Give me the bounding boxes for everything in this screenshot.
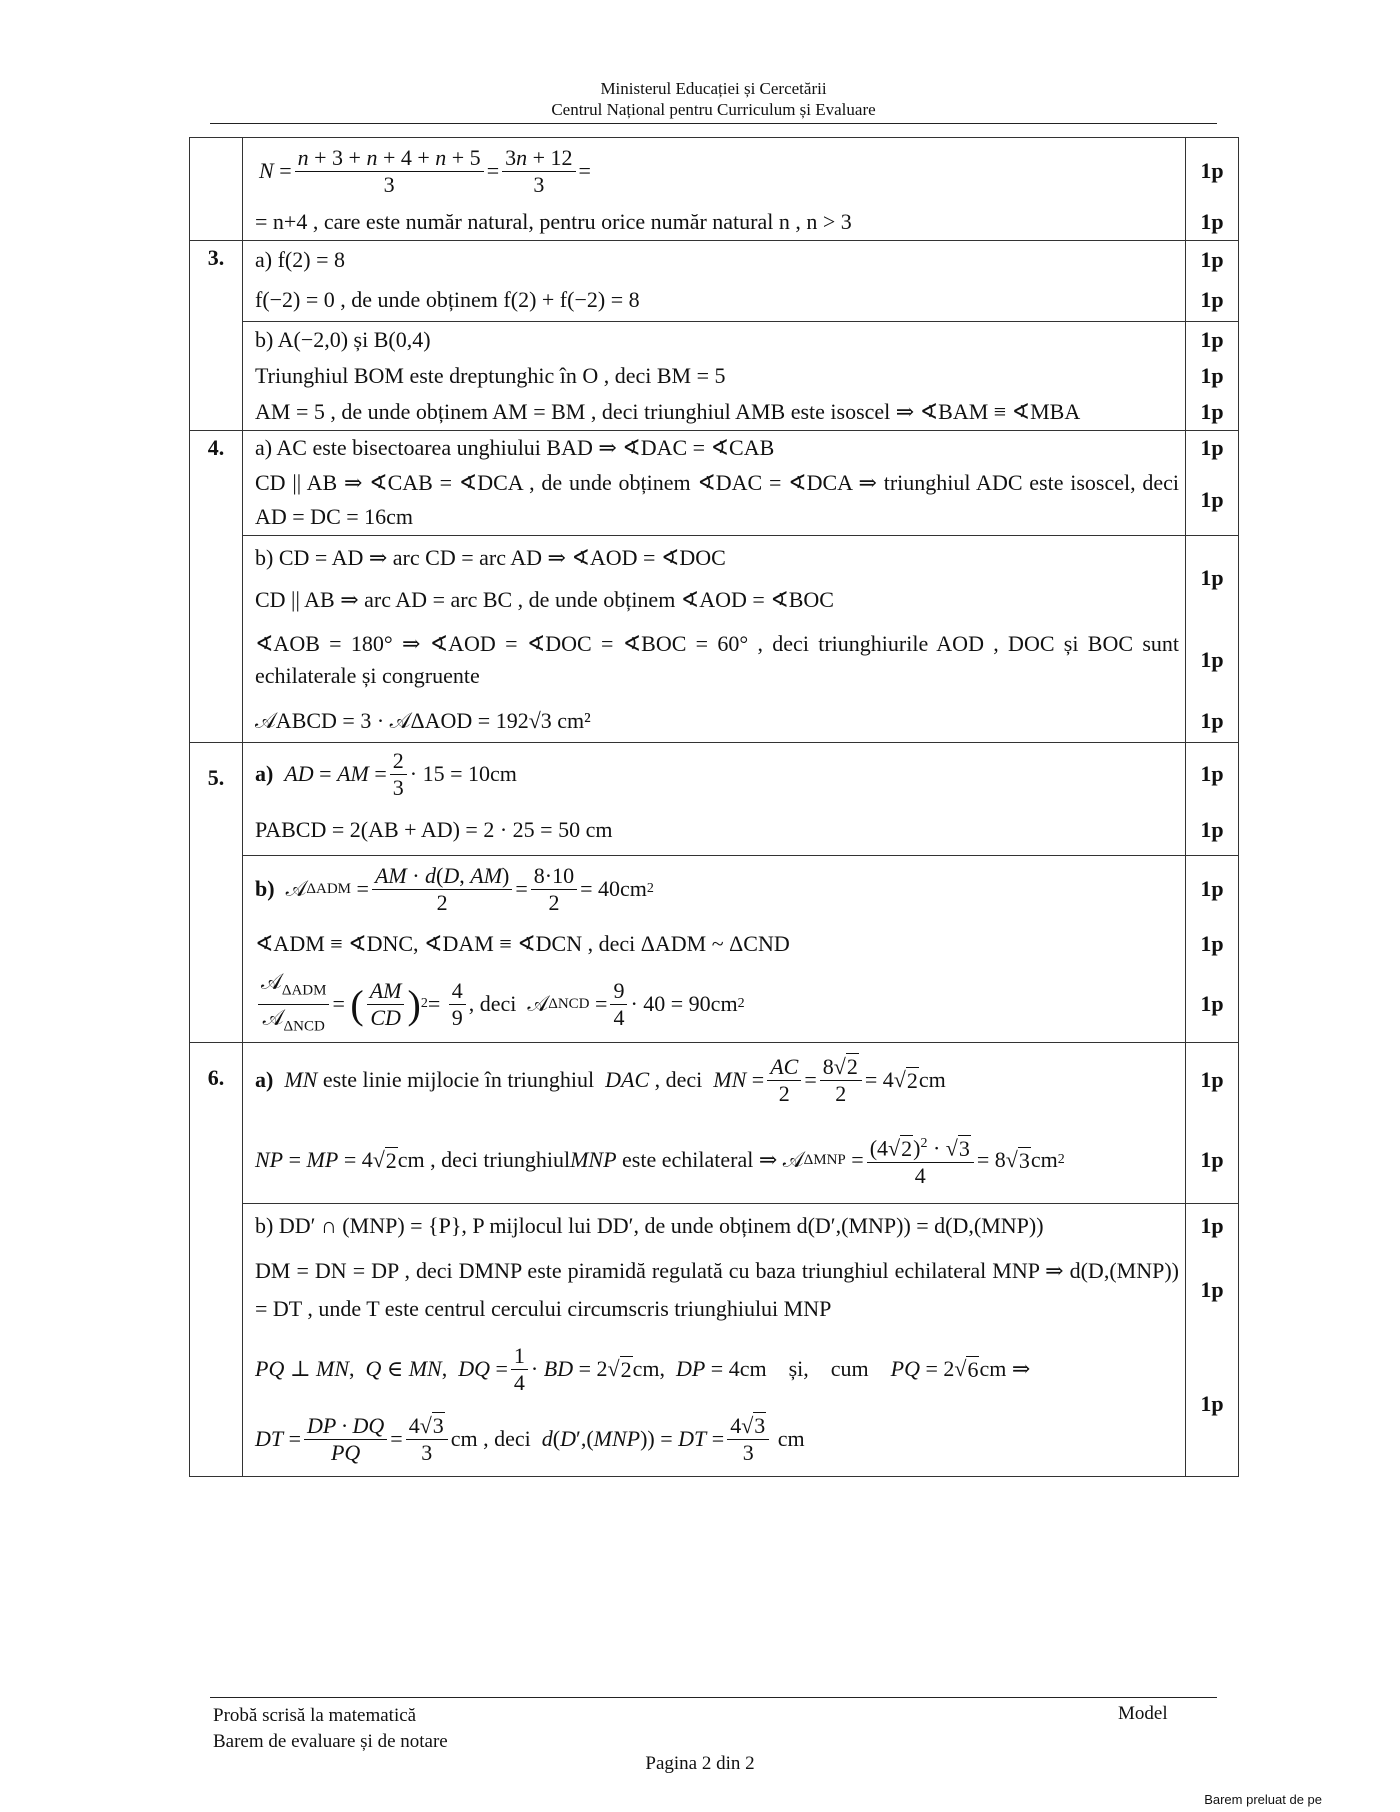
problem-5a-content xyxy=(243,743,1186,856)
center-name: Centrul Național pentru Curriculum și Evaluare xyxy=(551,100,876,119)
p4-b-line-4: 𝒜ABCD = 3 · 𝒜ΔAOD = 192√3 cm² xyxy=(255,708,591,733)
points: 1p xyxy=(1200,158,1224,183)
problem-5b-row xyxy=(190,856,1239,1043)
p3-a-line-2: f(−2) = 0 , de unde obținem f(2) + f(−2) = 8 xyxy=(255,287,640,312)
footer-model: Model xyxy=(1118,1703,1168,1724)
problem-4a-row xyxy=(190,431,1239,536)
problem-6b-content xyxy=(243,1204,1186,1477)
points: 1p xyxy=(1200,931,1224,956)
problem-5a-row xyxy=(190,743,1239,856)
p5-b-line-1: b) 𝒜 ΔADM = $\frac{AM \cdot d(D, AM)}{2}$ = $\frac{8\cdot 10}{2}$ = 40cm 2 xyxy=(255,862,654,915)
points: 1p xyxy=(1200,1391,1224,1416)
page-number: Pagina 2 din 2 xyxy=(645,1753,755,1774)
problem-4b-content xyxy=(243,536,1186,743)
points-column xyxy=(1186,241,1239,322)
problem-6a-content xyxy=(243,1043,1186,1204)
problem-number: 5. xyxy=(190,743,243,1043)
problem-3a-content xyxy=(243,241,1186,322)
points-column xyxy=(1186,1204,1239,1477)
p4-b-line-2: CD || AB ⇒ arc AD = arc BC , de unde obținem ∢AOD = ∢BOC xyxy=(255,587,834,612)
points: 1p xyxy=(1200,708,1224,733)
document-type: Barem de evaluare și de notare xyxy=(213,1731,448,1752)
ministry-name: Ministerul Educației și Cercetării xyxy=(600,79,827,98)
document-header xyxy=(210,78,1217,120)
problem-4b-row xyxy=(190,536,1239,743)
p4-a-line-2: CD || AB ⇒ ∢CAB = ∢DCA , de unde obținem ∢DAC = ∢DCA ⇒ triunghiul ADC este isoscel, deci AD = DC = 16cm xyxy=(255,470,1179,529)
points-column xyxy=(1186,536,1239,743)
footer-left xyxy=(213,1703,448,1755)
points-column xyxy=(1186,431,1239,536)
points: 1p xyxy=(1200,1277,1224,1302)
points: 1p xyxy=(1200,761,1224,786)
exam-name: Probă scrisă la matematică xyxy=(213,1705,417,1726)
points: 1p xyxy=(1200,1067,1224,1092)
grading-table xyxy=(189,137,1239,1477)
header-divider xyxy=(210,123,1217,124)
points: 1p xyxy=(1200,876,1224,901)
points: 1p xyxy=(1200,247,1224,272)
points: 1p xyxy=(1200,435,1224,460)
p5-a-line-2: PABCD = 2(AB + AD) = 2 · 25 = 50 cm xyxy=(255,817,613,842)
points: 1p xyxy=(1200,363,1224,388)
problem-3b-row xyxy=(190,322,1239,431)
p6-b-line-1: b) DD′ ∩ (MNP) = {P}, P mijlocul lui DD′, de unde obținem d(D′,(MNP)) = d(D,(MNP)) xyxy=(255,1213,1044,1238)
points: 1p xyxy=(1200,487,1224,512)
points: 1p xyxy=(1200,1147,1224,1172)
problem-5b-content xyxy=(243,856,1186,1043)
points-column xyxy=(1186,856,1239,1043)
points: 1p xyxy=(1200,817,1224,842)
p4-b-line-1: b) CD = AD ⇒ arc CD = arc AD ⇒ ∢AOD = ∢DOC xyxy=(255,545,726,570)
problem-number xyxy=(190,138,243,241)
problem-4a-content xyxy=(243,431,1186,536)
footer-divider xyxy=(210,1697,1217,1698)
problem-2-content xyxy=(243,138,1186,241)
p3-b-line-3: AM = 5 , de unde obținem AM = BM , deci triunghiul AMB este isoscel ⇒ ∢BAM ≡ ∢MBA xyxy=(255,399,1081,424)
source-note: Barem preluat de pe xyxy=(1204,1792,1322,1807)
p4-a-line-1: a) AC este bisectoarea unghiului BAD ⇒ ∢DAC = ∢CAB xyxy=(255,435,775,460)
points-column xyxy=(1186,138,1239,241)
points: 1p xyxy=(1200,647,1224,672)
p2-line-1: N = $\frac{n + 3 + n + 4 + n + 5}{3}$ = $\frac{3n + 12}{3}$ = xyxy=(259,144,591,197)
problem-3b-content xyxy=(243,322,1186,431)
p4-b-line-3: ∢AOB = 180° ⇒ ∢AOD = ∢DOC = ∢BOC = 60° , deci triunghiurile AOD , DOC și BOC sunt echilaterale și congruente xyxy=(255,631,1179,688)
p5-b-line-3: $\frac{𝒜_{\Delta ADM}}{𝒜_{\Delta NCD}}$ = ( $\frac{AM}{CD}$ ) 2 = $\frac{4}{9}$ , deci 𝒜 ΔNCD = $\frac{9}{4}$ · 40 = 90cm 2 xyxy=(243,966,1185,1042)
p6-b-line-3: PQ ⊥ MN , Q ∈ MN , DQ = $\frac{1}{4}$ · BD = 2√ 2 cm, DP = 4cm și, cum PQ = 2√ 6 cm ⇒ DT = $\frac{DP \cdot DQ}{PQ}$ = $\frac{4√3}{3}$ cm , deci d ( D ′,( MNP )) = DT = $\frac{4√3}{3}$ cm xyxy=(255,1342,1031,1465)
p2-line-2: = n+4 , care este număr natural, pentru orice număr natural n , n > 3 xyxy=(255,209,852,234)
points: 1p xyxy=(1200,327,1224,352)
problem-number: 3. xyxy=(190,241,243,431)
points: 1p xyxy=(1200,399,1224,424)
problem-number: 6. xyxy=(190,1043,243,1477)
problem-2-row xyxy=(190,138,1239,241)
p6-b-line-2: DM = DN = DP , deci DMNP este piramidă regulată cu baza triunghiul echilateral MNP ⇒ d(D,(MNP)) = DT , unde T este centrul cercului circumscris triunghiului MNP xyxy=(255,1258,1179,1321)
problem-3a-row xyxy=(190,241,1239,322)
points: 1p xyxy=(1200,287,1224,312)
points: 1p xyxy=(1200,1213,1224,1238)
problem-6a-row xyxy=(190,1043,1239,1204)
p6-a-line-1: a) MN este linie mijlocie în triunghiul DAC , deci MN = $\frac{AC}{2}$ = $\frac{8√2}{2}$ = 4√ 2 cm xyxy=(255,1053,946,1106)
p5-b-line-2: ∢ADM ≡ ∢DNC, ∢DAM ≡ ∢DCN , deci ΔADM ~ ΔCND xyxy=(255,931,790,956)
points: 1p xyxy=(1200,209,1224,234)
points-column xyxy=(1186,1043,1239,1204)
points: 1p xyxy=(1200,565,1224,590)
p6-a-line-2: NP = MP = 4√ 2 cm , deci triunghiul MNP este echilateral ⇒ 𝒜 ΔMNP = $\frac{(4√2)^2 \cdot √3}{4}$ = 8√ 3 cm 2 xyxy=(243,1117,1185,1203)
problem-number: 4. xyxy=(190,431,243,743)
p3-b-line-1: b) A(−2,0) și B(0,4) xyxy=(255,327,431,352)
points-column xyxy=(1186,322,1239,431)
points-column xyxy=(1186,743,1239,856)
problem-6b-row xyxy=(190,1204,1239,1477)
p3-a-line-1: a) f(2) = 8 xyxy=(255,247,345,272)
p3-b-line-2: Triunghiul BOM este dreptunghic în O , deci BM = 5 xyxy=(255,363,726,388)
points: 1p xyxy=(1200,991,1224,1016)
p5-a-line-1: a) AD = AM = $\frac{2}{3}$ · 15 = 10cm xyxy=(255,747,517,800)
